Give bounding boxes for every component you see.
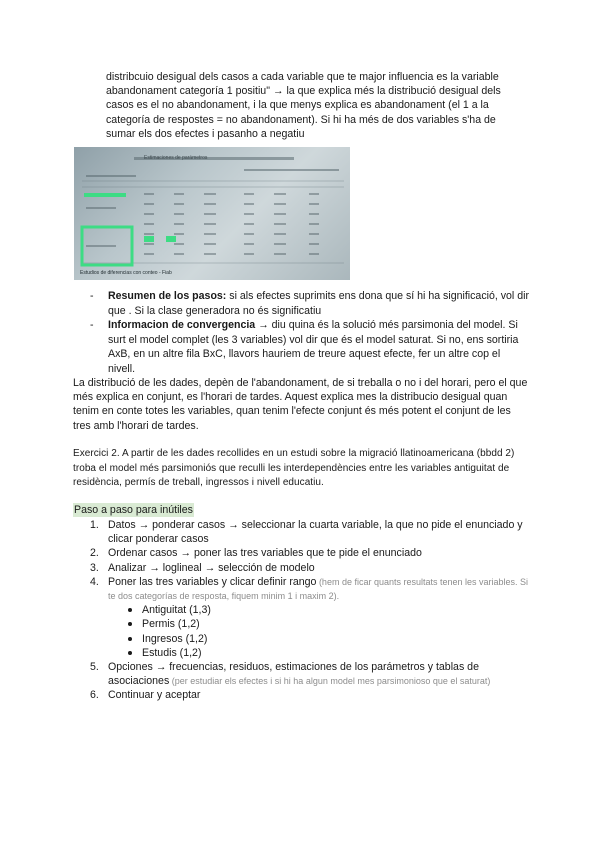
bullet-item: Permis (1,2) (128, 617, 530, 631)
list-item (90, 318, 530, 376)
step-note: (hem de ficar quants resultats tenen les variables. Si te dos categorías de resposta, fiquem minim 1 i maxim 2). (108, 576, 529, 602)
step-text: Analizar → loglineal → selección de modelo (108, 561, 315, 574)
steps-list (90, 518, 530, 703)
step-item (90, 660, 530, 688)
step-text: Poner las tres variables y clicar definir rango (108, 575, 317, 588)
bullet-item: Ingresos (1,2) (128, 632, 530, 646)
step-text: Continuar y aceptar (108, 689, 201, 702)
step-number: 5. (90, 661, 99, 674)
list-item-text: si als efectes suprimits ens dona que sí hi ha significació, vol dir que . Si la clase generadora no és significatiu (108, 290, 530, 317)
step-number: 3. (90, 561, 99, 574)
analysis-paragraph: La distribució de les dades, depèn de l'abandonament, de si treballa o no i del horari, pero el que més explica en conjunt, es l'horari de tardes. Aquest explica mes la distribucio desigual quan tenim en conte totes les variables, quan tenim l'efecte conjunt és més potent el conjunt de les tres amb l'horari de tardes. (73, 377, 528, 432)
photo-drawing (74, 147, 350, 280)
step-text: Datos → ponderar casos → seleccionar la cuarta variable, la que no pide el enunciado y clicar ponderar casos (108, 519, 523, 546)
step-item (90, 575, 530, 603)
step-note: (per estudiar els efectes i si hi ha algun model mes parsimonioso que el saturat) (169, 676, 491, 687)
steps-title: Paso a paso para inútiles (74, 504, 193, 516)
dash-marker: - (90, 290, 94, 302)
step-number: 1. (90, 519, 99, 531)
list-item (90, 289, 530, 318)
step-text: Opciones → frecuencias, residuos, estimaciones de los parámetros y tablas de asociaciones (108, 661, 479, 688)
exercise-statement: Exercici 2. A partir de les dades recollides en un estudi sobre la migració llatinoamericana (bbdd 2) troba el model més parsimoniós que reculli les interdependències entre les variables antiguitat de residència, permís de treball, ingressos i nivell educatiu. (73, 448, 515, 489)
step-text: Ordenar casos → poner las tres variables que te pide el enunciado (108, 547, 422, 560)
step-item (90, 688, 530, 702)
photo-caption: Estudios de diferencias con conteo - Fiab (80, 270, 172, 276)
list-item-text: → diu quina és la solució més parsimonia del model. Si surt el model complet (les 3 variables) vol dir que és el model saturat. Si no, ens sortiria AxB, en un altre fila BxC, llavors hauriem de treure aquest efecte, fer un altre cop el nivell. (108, 319, 519, 375)
step-number: 2. (90, 547, 99, 560)
list-item-title: Informacion de convergencia (108, 319, 256, 332)
bullet-item: Antiguitat (1,3) (128, 603, 530, 617)
dash-marker: - (90, 319, 94, 332)
step-item (90, 561, 530, 575)
intro-paragraph: distribcuio desigual dels casos a cada variable que te major influencia es la variable abandonament categoría 1 positiu" → la que explica més la distribució desigual dels casos es el no abandonament, i la que menys explica es abandonament (el 1 a la categoría de respostes = no abandonament). Si hi ha més de dos variables s'ha de sumar els dos efectes i pasanho a negatiu (106, 71, 501, 140)
step-item (90, 546, 530, 560)
variable-ranges (90, 603, 530, 660)
list-item-title: Resumen de los pasos: (108, 290, 227, 302)
output-table-photo (74, 147, 350, 280)
step-number: 6. (90, 689, 99, 702)
bullet-item: Estudis (1,2) (128, 646, 530, 660)
step-number: 4. (90, 575, 99, 588)
summary-list (90, 289, 530, 377)
photo-heading: Estimaciones de parámetros (144, 155, 208, 161)
step-item (90, 518, 530, 546)
